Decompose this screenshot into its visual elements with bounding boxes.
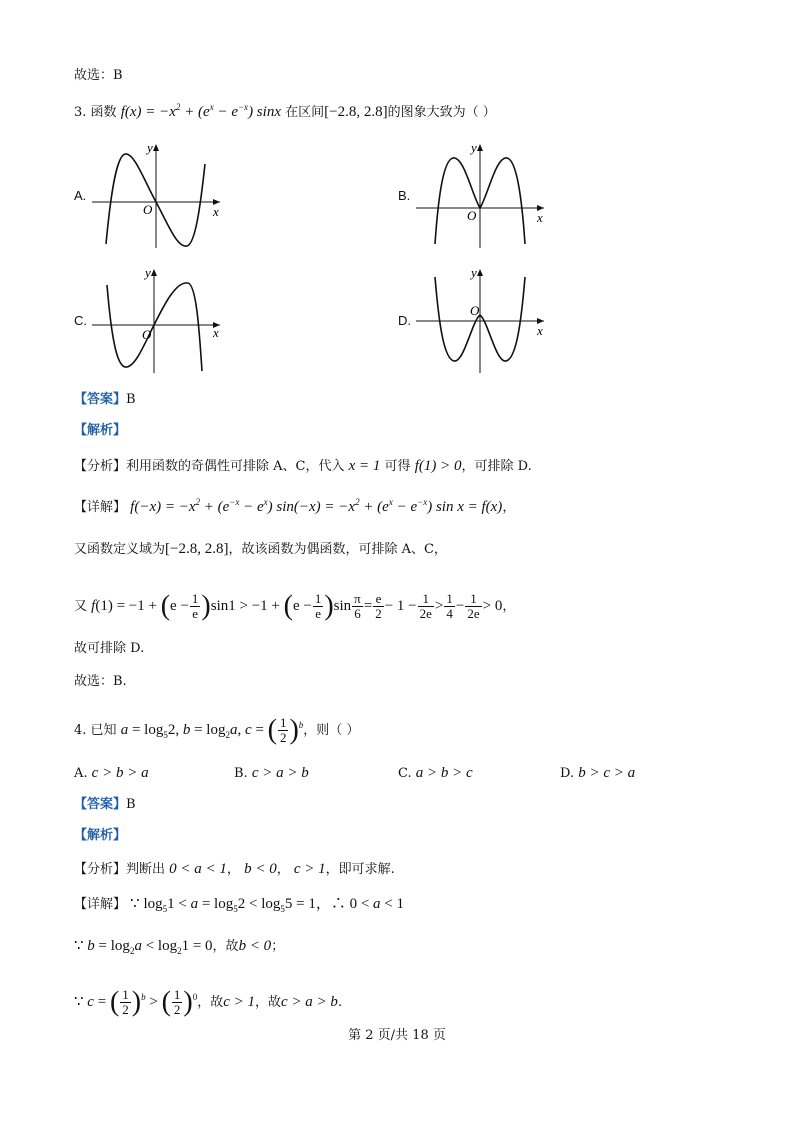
q3-domain-text-a: 又函数定义域为 — [74, 542, 166, 557]
q3-exclude-d-line — [74, 639, 144, 659]
q3-fenxi-text-b: 可得 — [384, 459, 411, 474]
q3-fenxi-math-a: x = 1 — [348, 458, 381, 474]
q3-fenxi-text-c: ，可排除 D. — [461, 459, 532, 474]
q3-f1-line — [74, 592, 515, 621]
q4-analysis-tag: 【解析】 — [74, 828, 127, 843]
q4-detail-2-math: ∵ $b = \log_2a < \log_21 = 0$ — [74, 938, 213, 956]
q4-detail-3-end: . — [337, 994, 343, 1010]
q4-detail-3-text-b: ，故 — [255, 994, 282, 1010]
q4-stem-math: $a = \log_52$, $b = \log_2a$, c = ( $\frac{1}{2}$ )$^b$ — [120, 714, 304, 746]
q4-answer-tag: 【答案】 — [74, 797, 127, 812]
q3-graph-d-origin: O — [470, 303, 480, 318]
q3-stem-post: 的图象大致为（ ） — [387, 105, 496, 120]
q3-graph-a-x-label: x — [213, 204, 219, 219]
q3-graph-b-x-label: x — [537, 210, 543, 225]
q3-fenxi-tag: 【分析】 — [74, 459, 127, 474]
q3-detail-math: $f(-x) = -x^2 + (e^{-x} - e^x) \sin(-x) = -x^2 + (e^x - e^{-x})$ sin x = f(x) — [130, 497, 503, 515]
q3-graph-b-origin: O — [467, 208, 477, 223]
q3-answer-tag: 【答案】 — [74, 392, 127, 407]
q4-answer-value: B — [126, 797, 136, 812]
q4-detail-line-2 — [74, 936, 284, 957]
q4-detail-2-end: b < 0 — [238, 938, 272, 954]
page-footer: 第 2 页/共 18 页 — [348, 1028, 446, 1043]
q4-detail-2-tail: ； — [271, 939, 285, 954]
q4-stem — [74, 716, 359, 745]
q3-graph-d — [416, 265, 556, 375]
q3-stem — [74, 102, 496, 123]
q3-answer-line — [74, 390, 136, 410]
q3-stem-mid: 在区间 — [285, 105, 325, 120]
q4-fenxi-line — [74, 859, 395, 880]
q4-option-d-expr: b > c > a — [578, 765, 636, 781]
prev-answer — [74, 66, 123, 86]
q3-option-c-label: C. — [74, 313, 87, 328]
q3-graph-a-y-label: y — [147, 140, 153, 155]
q4-detail-tag: 【详解】 — [74, 897, 127, 912]
q3-domain-math: [−2.8, 2.8] — [165, 541, 229, 557]
q4-fenxi-tag: 【分析】 — [74, 862, 127, 877]
q3-detail-tag: 【详解】 — [74, 500, 127, 515]
q3-function: $f(x) = -x^2 + (e^x - e^{-x})$ sinx — [120, 102, 281, 120]
q3-analysis-tag: 【解析】 — [74, 423, 127, 438]
q3-graph-c — [92, 265, 232, 375]
q4-detail-2-text: ，故 — [212, 939, 239, 954]
q3-f1-math: f(1) = −1 + (e − $\frac{1}{e}$ )sin1 > −1 + (e − $\frac{1}{e}$ )sin $\frac{\pi}{6}$ = $\frac{e}{2}$ − 1 − $\frac{1}{2e}$ > $\frac{1}{4}$ − $\frac{1}{2e}$ > 0 — [91, 590, 503, 622]
q4-fenxi-m2: b < 0 — [244, 861, 277, 877]
q4-fenxi-sep-2: ， — [276, 862, 290, 877]
q3-interval: [−2.8, 2.8] — [324, 104, 388, 120]
q4-option-d — [560, 765, 635, 782]
q3-stem-pre: 函数 — [90, 105, 117, 120]
q4-number: 4. — [74, 722, 87, 738]
q4-option-c — [398, 765, 473, 782]
q4-option-b — [234, 765, 309, 782]
q3-domain-text-b: ，故该函数为偶函数，可排除 A、C， — [228, 542, 447, 557]
q4-fenxi-sep-1: ， — [226, 862, 240, 877]
q3-fenxi-line — [74, 456, 532, 477]
q4-answer-line — [74, 795, 136, 815]
q3-domain-line — [74, 539, 447, 560]
q3-final: 故选：B. — [74, 674, 127, 689]
q3-fenxi-text-a: 利用函数的奇偶性可排除 A、C，代入 — [126, 459, 345, 474]
q3-detail-end: ， — [502, 500, 516, 515]
q3-answer-value: B — [126, 392, 136, 407]
q3-detail-line — [74, 497, 515, 518]
q4-detail-line-3 — [74, 988, 342, 1017]
q4-option-d-label: D. — [560, 766, 575, 781]
q4-detail-3-m1: c > 1 — [223, 993, 256, 1010]
q3-graph-c-y-label: y — [145, 265, 151, 280]
q3-graph-a-origin: O — [143, 202, 153, 217]
q3-final-line — [74, 672, 127, 692]
q3-graph-c-x-label: x — [213, 325, 219, 340]
q3-f1-prefix: 又 — [74, 598, 88, 614]
q4-option-b-label: B. — [234, 766, 248, 781]
q3-fenxi-math-b: f(1) > 0 — [414, 458, 462, 474]
q4-option-c-expr: a > b > c — [415, 765, 473, 781]
q4-fenxi-end: ，即可求解. — [325, 862, 395, 877]
q4-stem-pre: 已知 — [90, 722, 117, 738]
q4-fenxi-text-a: 判断出 — [126, 862, 166, 877]
q4-detail-3-math: ∵ c = ( $\frac{1}{2}$ )$^b$ > ( $\frac{1}{2}$ )$^0$ — [74, 986, 198, 1018]
q3-analysis-line — [74, 421, 126, 441]
prev-answer-text: 故选：B — [74, 68, 123, 83]
q4-detail-line-1 — [74, 894, 404, 915]
q4-fenxi-m3: c > 1 — [293, 861, 326, 877]
q3-option-d-label: D. — [398, 313, 411, 328]
q4-fenxi-m1: 0 < a < 1 — [169, 861, 227, 877]
q3-graph-b-y-label: y — [471, 140, 477, 155]
q4-option-b-expr: c > a > b — [251, 765, 309, 781]
q4-option-a-expr: c > b > a — [91, 765, 149, 781]
q4-analysis-line — [74, 826, 126, 846]
q3-option-a-label: A. — [74, 188, 87, 203]
q4-option-a — [74, 765, 149, 782]
q3-option-b-label: B. — [398, 188, 411, 203]
q3-f1-end: ， — [502, 598, 516, 614]
q3-graph-a — [92, 140, 232, 250]
q3-graph-b — [416, 140, 556, 250]
q4-option-a-label: A. — [74, 766, 88, 781]
q3-graph-c-origin: O — [142, 327, 152, 342]
q4-detail-3-text-a: ，故 — [197, 994, 224, 1010]
q3-exclude-d: 故可排除 D. — [74, 641, 145, 656]
q3-number: 3. — [74, 105, 87, 120]
q4-option-c-label: C. — [398, 766, 412, 781]
q4-detail-1: ∵ $\log_51 < a = \log_52 < \log_55 = 1$，∴ 0 < a < 1 — [130, 896, 405, 914]
q3-graph-d-x-label: x — [537, 323, 543, 338]
q3-graph-d-y-label: y — [471, 265, 477, 280]
q4-stem-post: ，则（ ） — [303, 722, 360, 738]
q4-detail-3-m2: c > a > b — [281, 993, 338, 1010]
